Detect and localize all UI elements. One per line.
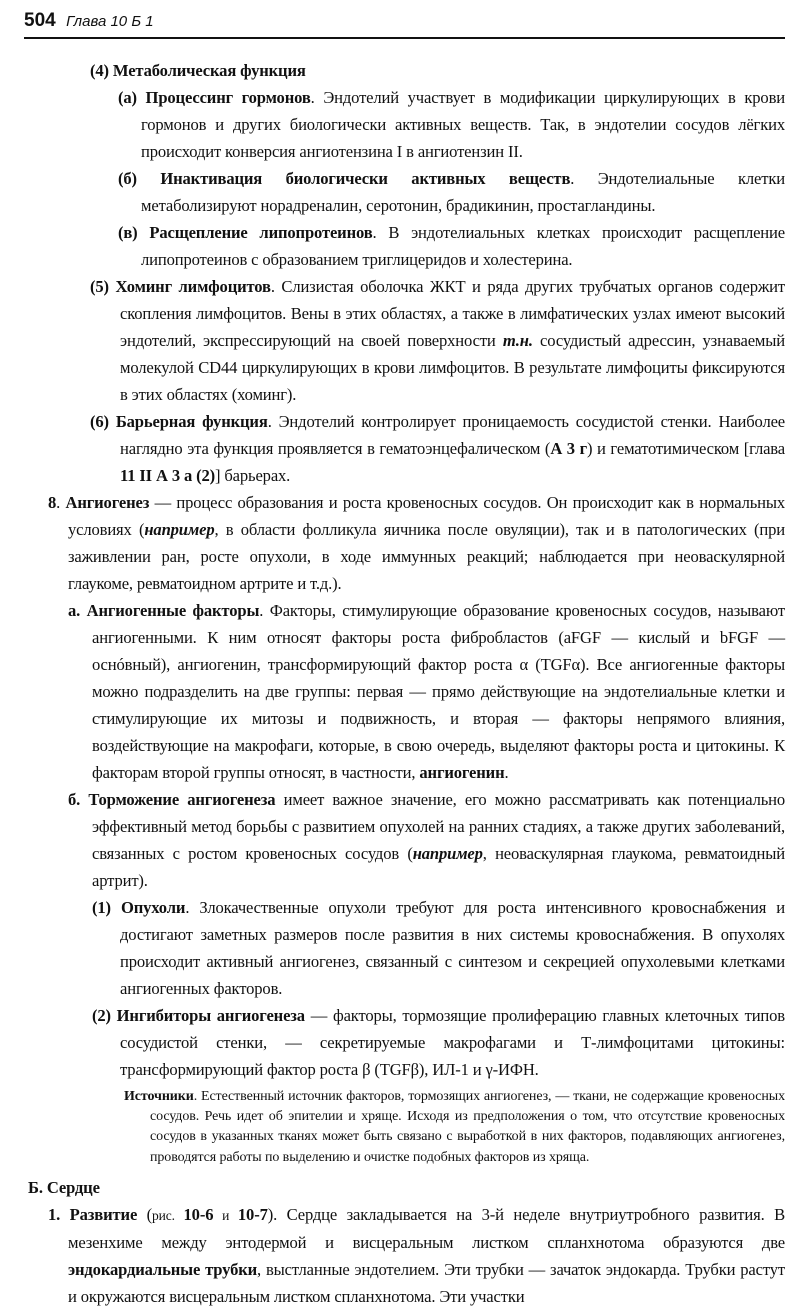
- header-rule: [24, 37, 785, 39]
- text: , неоваскулярная глаукома, ревматоидный артрит).: [92, 844, 785, 890]
- text: . Эндотелий контролирует проницаемость сосудистой стенки. Наиболее наглядно эта функция проявляется в гематоэнцефалическом (: [120, 412, 786, 458]
- bold-text: ангиогенин: [419, 763, 505, 782]
- text: ). Сердце закладывается на 3-й неделе внутриутробного развития. В мезенхиме между энтодермой и висцеральным листком спланхнотома образуются две: [68, 1204, 785, 1252]
- bold-text: 10-7: [237, 1204, 268, 1224]
- text: — процесс образования и роста кровеносных сосудов. Он происходит как в нормальных условиях (: [68, 493, 785, 539]
- text: . В эндотелиальных клетках происходит расщепление липопротеинов с образованием триглицеридов и холестерина.: [141, 223, 785, 269]
- bold-text: А 3 г: [550, 439, 587, 458]
- paragraph: [0, 597, 785, 786]
- bold-text: (б) Инактивация биологически активных веществ: [118, 169, 571, 188]
- bold-text: (4) Метаболическая функция: [90, 61, 306, 80]
- running-header: [24, 10, 154, 32]
- paragraph: [0, 1002, 785, 1083]
- text: . Эндотелиальные клетки метаболизируют норадреналин, серотонин, брадикинин, простагландины.: [141, 169, 785, 215]
- paragraph: [0, 219, 785, 273]
- text: .: [56, 493, 66, 512]
- text: — факторы, тормозящие пролиферацию главных клеточных типов сосудистой стенки, — секретируемые макрофагами и Т-лимфоцитами цитокины: трансформирующий фактор роста β (TGFβ), ИЛ-1 и γ-ИФН.: [120, 1006, 785, 1079]
- text: ) и гематотимическом [глава: [587, 439, 785, 458]
- text: и: [213, 1207, 238, 1223]
- paragraph: [0, 84, 785, 165]
- bold-text: (2) Ингибиторы ангиогенеза: [92, 1006, 305, 1025]
- bold-text: Источники: [124, 1089, 194, 1104]
- italic-text: например: [412, 844, 483, 863]
- paragraph: [0, 1174, 785, 1201]
- bold-text: а. Ангиогенные факторы: [68, 601, 260, 620]
- bold-text: Ангиогенез: [65, 493, 150, 512]
- paragraph: [0, 408, 785, 489]
- paragraph: [0, 489, 785, 597]
- text: ] барьерах.: [215, 466, 291, 485]
- page-number: 504: [24, 10, 56, 31]
- bold-text: Б. Сердце: [28, 1177, 100, 1197]
- text: . Факторы, стимулирующие образование кровеносных сосудов, называют ангиогенными. К ним относят факторы роста фибробластов (aFGF — кислый и bFGF — оснóвный), ангиогенин, трансформирующий фактор роста α (TGFα). Все ангиогенные факторы можно подразделить на две группы: первая — прямо действующие на эндотелиальные клетки и стимулирующие их митозы и подвижность, и вторая — факторы непрямого влияния, воздействующие на макрофаги, которые, в свою очередь, выделяют факторы роста и цитокины. К факторам второй группы относят, в частности,: [92, 601, 785, 782]
- paragraph: [0, 786, 785, 894]
- chapter-label: Глава 10 Б 1: [66, 13, 154, 30]
- bold-text: (а) Процессинг гормонов: [118, 88, 311, 107]
- text: . Естественный источник факторов, тормозящих ангиогенез, — ткани, не содержащие кровеносных сосудов. Речь идет об эпителии и хряще. Исходя из предположения о том, что отсутствие кровеносных сосудов в указанных тканях может быть связано с выработкой в них факторов, подавляющих ангиогенез, проводятся работы по выделению и очистке подобных факторов из хряща.: [150, 1089, 785, 1165]
- bold-text: 1. Развитие: [48, 1204, 138, 1224]
- text: . Эндотелий участвует в модификации циркулирующих в крови гормонов и других биологически активных веществ. Так, в эндотелии сосудов лёгких происходит конверсия ангиотензина I в ангиотензин II.: [141, 88, 785, 161]
- text: (: [137, 1204, 153, 1224]
- paragraph: [0, 1087, 785, 1168]
- text: , в области фолликула яичника после овуляции), так и в патологических (при заживлении ран, росте опухоли, в ходе иммунных реакций; наблюдается при неоваскулярной глаукоме, ревматоидном артрите и т.д.).: [68, 520, 786, 593]
- bold-text: 11 II А 3 а (2): [120, 466, 216, 485]
- page-body: [0, 57, 785, 1310]
- bold-text: б. Торможение ангиогенеза: [68, 790, 276, 809]
- paragraph: [0, 273, 785, 408]
- bold-text: 8: [48, 493, 57, 512]
- paragraph: [0, 894, 785, 1002]
- bold-text: (5) Хоминг лимфоцитов: [90, 277, 271, 296]
- paragraph: [0, 165, 785, 219]
- text: имеет важное значение, его можно рассматривать как потенциально эффективный метод борьбы с развитием опухолей на ранних стадиях, а также других заболеваний, связанных с ростом кровеносных сосудов (: [92, 790, 786, 863]
- italic-text: т.н.: [502, 331, 533, 350]
- paragraph: [0, 1201, 785, 1310]
- text: рис.: [152, 1207, 184, 1223]
- text: . Слизистая оболочка ЖКТ и ряда других трубчатых органов содержит скопления лимфоцитов. Вены в этих областях, а также в лимфатических узлах имеют высокий эндотелий, экспрессирующий на своей поверхности: [120, 277, 785, 350]
- text: .: [504, 763, 509, 782]
- bold-text: (1) Опухоли: [92, 898, 186, 917]
- paragraph: [0, 57, 785, 84]
- italic-text: например: [144, 520, 215, 539]
- bold-text: 10-6: [183, 1204, 214, 1224]
- bold-text: (в) Расщепление липопротеинов: [118, 223, 373, 242]
- bold-text: (6) Барьерная функция: [90, 412, 268, 431]
- text: . Злокачественные опухоли требуют для роста интенсивного кровоснабжения и достигают заметных размеров после развития в них системы кровоснабжения. В опухолях происходит активный ангиогенез, связанный с синтезом и секрецией опухолевыми клетками ангиогенных факторов.: [120, 898, 785, 998]
- text: сосудистый адрессин, узнаваемый молекулой CD44 циркулирующих в крови лимфоцитов. В результате лимфоциты фиксируются в этих областях (хоминг).: [120, 331, 786, 404]
- text: , выстланные эндотелием. Эти трубки — зачаток эндокарда. Трубки растут и окружаются висцеральным листком спланхнотома. Эти участки: [68, 1259, 785, 1306]
- bold-text: эндокардиальные трубки: [68, 1259, 258, 1279]
